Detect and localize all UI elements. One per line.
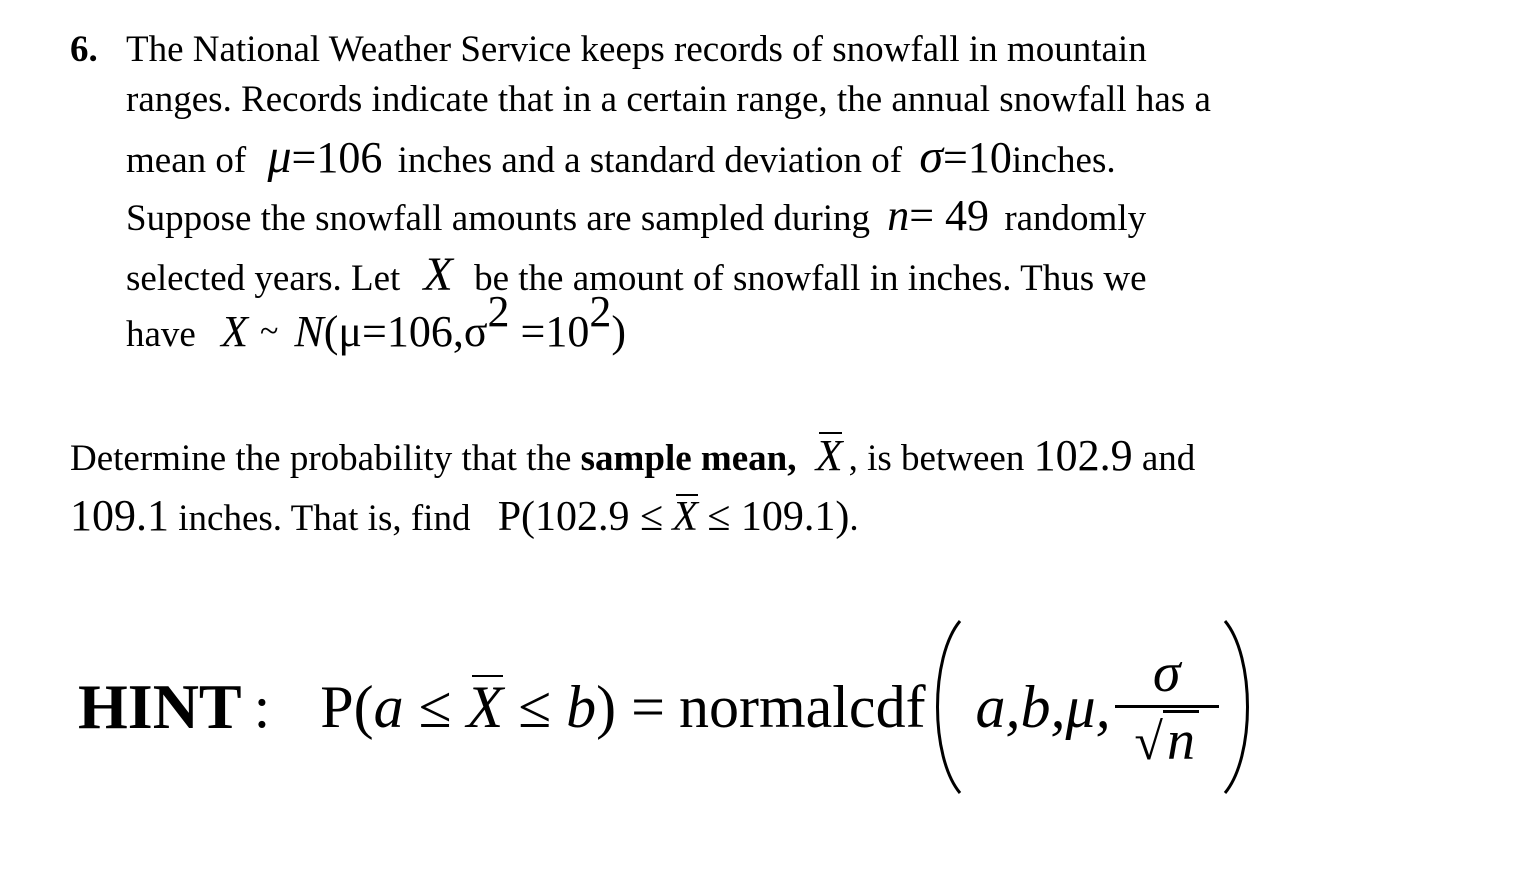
fraction-bar <box>1115 705 1219 708</box>
hint-fraction <box>1115 642 1219 772</box>
q-bold-term: sample mean, <box>580 438 797 479</box>
sigma-symbol: σ <box>919 130 944 183</box>
problem-number: 6. <box>70 29 98 70</box>
hint-normalcdf: normalcdf <box>678 673 926 740</box>
sigma-value: =10 <box>943 133 1012 182</box>
hint-colon: : <box>253 673 271 740</box>
hint-b: b <box>566 673 597 740</box>
q-high: 109.1 <box>70 491 169 540</box>
q-period: . <box>849 498 859 539</box>
problem-line-2: ranges. Records indicate that in a certain range, the annual snowfall has a <box>126 79 1211 120</box>
hint-xbar: X <box>466 673 504 740</box>
text-have: have <box>126 314 196 355</box>
hint-probability <box>320 673 665 742</box>
mu-value: =106 <box>291 133 383 182</box>
x-symbol: X <box>423 248 453 301</box>
hint-p-open: P( <box>320 673 374 740</box>
sqrt-icon: √ <box>1134 714 1163 771</box>
hint-args: a,b,μ, <box>975 673 1111 740</box>
question-line-1 <box>70 430 1470 490</box>
fraction-numerator: σ <box>1152 642 1181 704</box>
right-paren-icon <box>1219 617 1259 797</box>
problem-line-1: The National Weather Service keeps records of snowfall in mountain <box>126 29 1147 70</box>
problem-line-4 <box>126 190 1400 246</box>
hint-label: HINT <box>78 671 242 742</box>
problem-line-6 <box>126 287 1400 366</box>
dist-sq2: 2 <box>589 287 612 337</box>
dist-x: X <box>221 307 248 356</box>
hint-le1: ≤ <box>403 673 467 740</box>
text-selected-years: selected years. Let <box>126 258 401 299</box>
problem-line-5 <box>126 246 1400 306</box>
fraction-denominator <box>1134 710 1199 772</box>
question <box>70 430 1470 550</box>
text-be-amount: be the amount of snowfall in inches. Thus we <box>474 258 1147 299</box>
q-p-xbar: X <box>672 492 698 542</box>
dist-eq: =10 <box>509 307 590 356</box>
text-suppose: Suppose the snowfall amounts are sampled during <box>126 198 870 239</box>
text-inches-period: inches. <box>1011 140 1116 181</box>
q-text-a: Determine the probability that the <box>70 438 572 479</box>
dist-close: ) <box>611 307 627 356</box>
n-value: = 49 <box>909 191 990 240</box>
hint-le2: ≤ <box>503 673 567 740</box>
dist-sq: 2 <box>487 287 510 337</box>
q-p-open: P(102.9 ≤ <box>497 494 664 540</box>
question-line-2 <box>70 490 1470 550</box>
q-xbar: X <box>816 430 843 483</box>
q-text-b: , is between <box>848 438 1025 479</box>
q-low: 102.9 <box>1033 431 1133 480</box>
text-mean-of: mean of <box>126 140 247 181</box>
q-text-c: and <box>1141 438 1196 479</box>
denominator-n: n <box>1163 710 1199 769</box>
problem-statement <box>70 28 1400 366</box>
n-symbol: n <box>887 191 910 240</box>
dist-tilde: ~ <box>260 313 279 350</box>
problem-6 <box>70 28 1400 366</box>
hint-a: a <box>373 673 404 740</box>
mu-symbol: μ <box>267 130 292 183</box>
text-inches-and-sd: inches and a standard deviation of <box>397 140 903 181</box>
q-p-close: ≤ 109.1) <box>707 494 850 540</box>
text-randomly: randomly <box>1004 198 1147 239</box>
hint-formula <box>78 612 1518 802</box>
hint-p-close: ) = <box>596 673 665 740</box>
left-paren-icon <box>926 617 966 797</box>
dist-body: (μ=106,σ <box>323 307 488 356</box>
q-text-d: inches. That is, find <box>178 498 471 539</box>
dist-n: N <box>294 307 324 356</box>
problem-line-3 <box>126 128 1400 190</box>
